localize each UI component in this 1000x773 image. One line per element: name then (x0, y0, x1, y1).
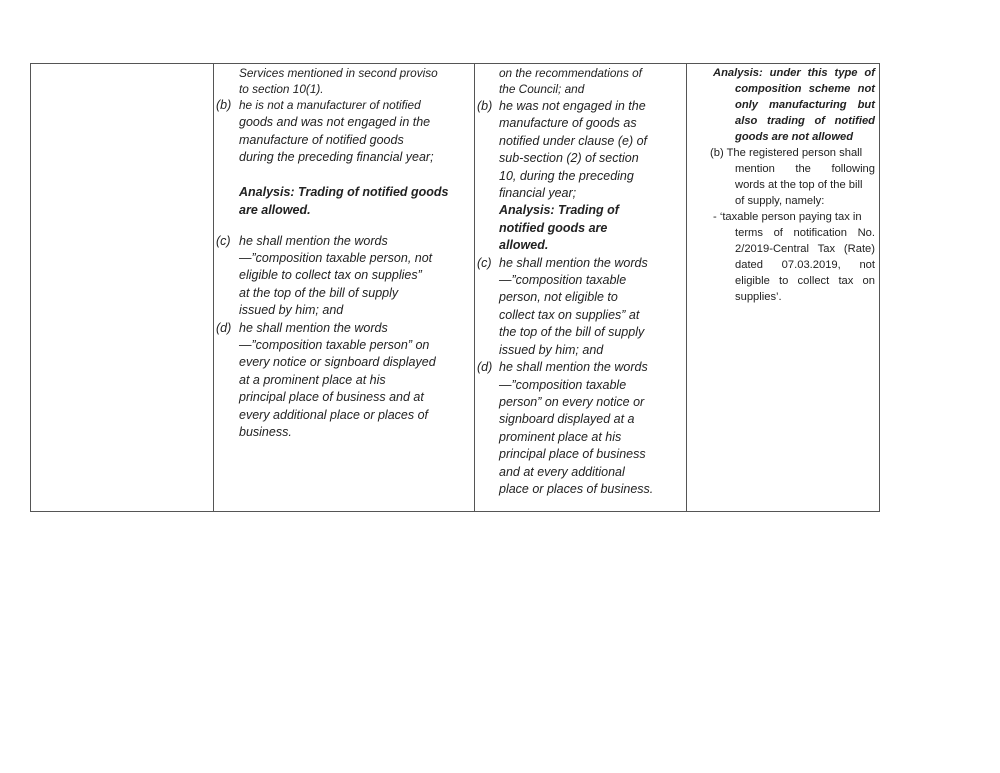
clause-marker: (b) (477, 99, 493, 113)
text-line: (b) The registered person shall (710, 147, 863, 159)
text-line: —”composition taxable (499, 377, 627, 392)
text-line: collect tax on supplies” at (499, 307, 640, 322)
text-line: business. (239, 425, 292, 440)
text-line: place or places of business. (499, 481, 654, 496)
cell-analysis (710, 64, 875, 305)
text-line: eligible to collect tax on (735, 275, 875, 287)
text-line: person” on every notice or (499, 394, 645, 409)
text-line: words at the top of the bill (735, 179, 863, 191)
text-line: he shall mention the words (239, 233, 388, 248)
text-line: dated 07.03.2019, not (735, 259, 875, 271)
text-line: —”composition taxable person” on (239, 338, 430, 353)
clause-b (710, 145, 875, 209)
text-line: composition scheme not (735, 83, 875, 95)
quoted-words (713, 209, 875, 305)
clause-marker: (b) (216, 98, 232, 112)
text-line: Analysis: under this type of (713, 67, 875, 79)
text-line: to section 10(1). (239, 82, 324, 96)
text-line: he was not engaged in the (499, 99, 646, 113)
text-line: goods are not allowed (735, 131, 854, 143)
text-line: supplies’. (735, 291, 782, 303)
clause-c (216, 233, 489, 320)
text-line: at the top of the bill of supply (239, 285, 399, 300)
cell-conditions-new (477, 64, 709, 498)
text-line: allowed. (499, 238, 549, 253)
text-line: he shall mention the words (499, 255, 648, 270)
text-line: prominent place at his (499, 429, 622, 444)
text-line: of supply, namely: (735, 195, 825, 207)
text-line: Analysis: Trading of (499, 203, 619, 218)
text-line: issued by him; and (239, 303, 344, 318)
intro-text (499, 64, 709, 97)
text-line: principal place of business (499, 447, 646, 462)
text-line: mention the following (735, 163, 875, 175)
clause-b (477, 97, 709, 202)
text-line: Services mentioned in second proviso (239, 66, 438, 80)
clause-c (477, 255, 709, 359)
text-line: at a prominent place at his (239, 372, 386, 387)
text-line: only manufacturing but (735, 99, 875, 111)
clause-d (216, 320, 489, 442)
text-line: the Council; and (499, 82, 585, 96)
text-line: notified goods are (499, 220, 608, 235)
text-line: every notice or signboard displayed (239, 355, 436, 370)
text-line: manufacture of notified goods (239, 132, 404, 147)
clause-marker: (d) (477, 360, 493, 375)
text-line: principal place of business and at (239, 390, 424, 405)
text-line: during the preceding financial year; (239, 150, 434, 165)
text-line: the top of the bill of supply (499, 325, 645, 340)
text-line: sub-section (2) of section (499, 151, 639, 166)
text-line: person, not eligible to (499, 290, 618, 305)
text-line: —”composition taxable (499, 273, 627, 288)
text-line: and at every additional (499, 464, 625, 479)
text-line: issued by him; and (499, 342, 604, 357)
cell-conditions-old (216, 64, 489, 442)
text-line: terms of notification No. (735, 227, 875, 239)
text-line: signboard displayed at a (499, 412, 635, 427)
text-line: financial year; (499, 186, 577, 201)
text-line: also trading of notified (735, 115, 875, 127)
text-line: Analysis: Trading of notified goods (239, 184, 449, 199)
text-line: every additional place or places of (239, 407, 429, 422)
text-line: —”composition taxable person, not (239, 251, 433, 266)
text-line: are allowed. (239, 202, 311, 217)
intro-text (239, 64, 489, 97)
text-line: 2/2019-Central Tax (Rate) (735, 243, 875, 255)
clause-marker: (c) (216, 233, 231, 248)
clause-marker: (c) (477, 255, 492, 270)
text-line: notified under clause (e) of (499, 133, 648, 148)
text-line: he shall mention the words (239, 320, 388, 335)
text-line: manufacture of goods as (499, 116, 637, 131)
analysis-note (713, 64, 875, 145)
text-line: - ‘taxable person paying tax in (713, 211, 862, 223)
column-divider (213, 64, 214, 511)
text-line: on the recommendations of (499, 66, 642, 80)
comparison-table (30, 63, 880, 512)
analysis-note (499, 202, 709, 254)
text-line: 10, during the preceding (499, 168, 634, 183)
text-line: he shall mention the words (499, 360, 648, 375)
clause-d (477, 359, 709, 498)
text-line: he is not a manufacturer of notified (239, 98, 421, 112)
clause-marker: (d) (216, 320, 232, 335)
text-line: eligible to collect tax on supplies” (239, 268, 422, 283)
analysis-note (239, 183, 489, 219)
clause-b (216, 97, 489, 167)
text-line: goods and was not engaged in the (239, 115, 431, 130)
